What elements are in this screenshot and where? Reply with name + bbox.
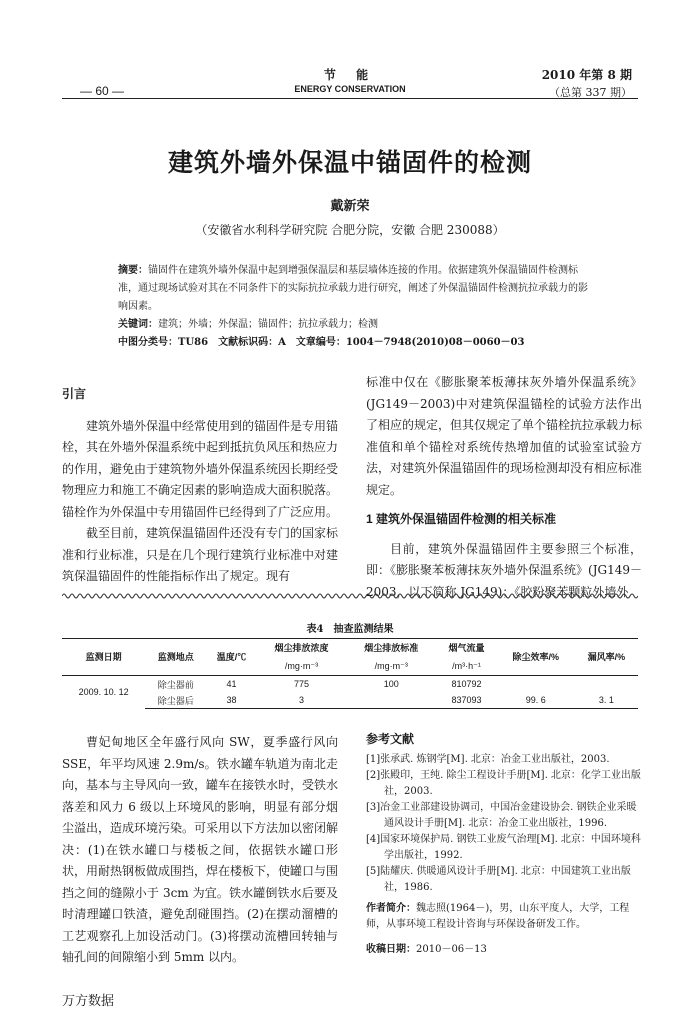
author-bio-text: 魏志照(1964－)，男，山东平度人，大学，工程师，从事环境工程设计咨询与环保设备研发工作。 [366,903,630,930]
right-paragraph-1: 标准中仅在《膨胀聚苯板薄抹灰外墙外保温系统》(JG149－2003)中对建筑保温锚栓的试验方法作出了相应的规定，但其仅规定了单个锚栓抗拉承载力标准值和单个锚栓对系统传热增加值的试验室试验方法，对建筑外保温锚固件的现场检测却没有相应标准规定。 [366,375,643,497]
abstract-paragraph [118,262,588,316]
bottom-left-column [62,732,338,969]
unit-flow: /m³·h⁻¹ [452,661,481,671]
section-1-heading: 1 建筑外保温锚固件检测的相关标准 [366,512,557,526]
references-block [366,732,644,958]
table-header-row [62,639,638,658]
journal-name-en: ENERGY CONSERVATION [294,84,406,94]
issue-label: 2010 年第 8 期 [541,68,632,82]
cell-location: 除尘器后 [145,692,206,709]
keywords-line [118,316,588,334]
monitoring-table [62,638,638,709]
left-column [62,384,338,588]
reference-item: [3]冶金工业部建设协调司，中国冶金建设协会. 钢铁企业采暖通风设计手册[M]. 北京：冶金工业出版社，1996. [366,802,637,829]
received-text: 2010－06－13 [416,944,487,955]
col-flow: 烟气流量 [436,639,497,658]
total-issue-label: （总第 337 期） [549,86,632,99]
cell-date: 2009. 10. 12 [62,676,145,709]
cell-temp: 38 [206,692,256,709]
article-title: 建筑外墙外保温中锚固件的检测 [167,148,532,177]
cell-eff [497,676,575,693]
table-row [62,692,638,709]
col-efficiency: 除尘效率/% [497,639,575,676]
reference-item: [2]张殿印，王纯. 除尘工程设计手册[M]. 北京：化学工业出版社，2003. [366,770,641,797]
unit-std: /mg·m⁻³ [374,661,408,671]
cell-eff: 99. 6 [497,692,575,709]
cell-flow: 837093 [436,692,497,709]
unit-conc: /mg·m⁻³ [284,661,319,671]
cell-location: 除尘器前 [145,676,206,693]
reference-item: [1]张承武. 炼钢学[M]. 北京：冶金工业出版社，2003. [366,753,610,765]
cell-leak: 3. 1 [575,692,638,709]
col-date: 监测日期 [62,639,145,676]
reference-item: [4]国家环境保护局. 钢铁工业废气治理[M]. 北京：中国环境科学出版社，1992. [366,834,641,861]
cell-std: 100 [346,676,436,693]
header-rule [62,98,638,99]
bottom-left-paragraph: 曹妃甸地区全年盛行风向 SW，夏季盛行风向 SSE，年平均风速 2.9m/s。铁水罐车轨道为南北走向，基本与主导风向一致，罐车在接铁水时，受铁水落差和风力 6 级以上环境风的影响，明显有部分烟尘溢出，造成环境污染。可采用以下方法加以密闭解决：(1)在铁水罐口与楼板之间，依据铁水罐口形状，用耐热钢板做成围挡，焊在楼板下，使罐口与围挡之间的缝隙小于 3cm 为宜。铁水罐倒铁水后要及时清理罐口铁渣，避免刮碰围挡。(2)在摆动溜槽的工艺观察孔上加设活动门。(3)将摆动流槽回转轴与轴孔间的间隙缩小到 5mm 以内。 [62,735,339,964]
right-paragraph-2: 目前，建筑外保温锚固件主要参照三个标准，即：《膨胀聚苯板薄抹灰外墙外保温系统》(JG149－2003，以下简称 JG149)；《胶粉聚苯颗粒外墙外 [366,541,642,599]
page-number: — 60 — [80,84,125,98]
col-leak: 漏风率/% [575,639,638,676]
right-column [366,372,642,603]
article-author: 戴新荣 [330,199,370,214]
intro-heading: 引言 [62,387,87,401]
keywords-label: 关键词： [118,319,158,330]
intro-paragraph-1: 建筑外墙外保温中经常使用到的锚固件是专用锚栓，其在外墙外保温系统中起到抵抗负风压和热应力的作用，避免由于建筑物外墙外保温系统因长期经受物理应力和施工不确定因素的影响造成大面积脱落。锚栓作为外保温中专用锚固件已经得到了广泛应用。 [62,418,339,519]
references-heading: 参考文献 [366,732,415,746]
col-temp: 温度/℃ [206,639,256,676]
cell-conc: 3 [257,692,347,709]
col-location: 监测地点 [145,639,206,676]
author-bio-label: 作者简介： [366,903,416,914]
abstract-block [118,262,588,352]
col-dust-std: 烟尘排放标准 [346,639,436,658]
journal-name: 节 能 [323,68,377,82]
cell-leak [575,676,638,693]
received-label: 收稿日期： [366,944,416,955]
abstract-text: 锚固件在建筑外墙外保温中起到增强保温层和基层墙体连接的作用。依据建筑外保温锚固件检测标准，通过现场试验对其在不同条件下的实际抗拉承载力进行研究，阐述了外保温锚固件检测抗拉承载力的影响因素。 [118,265,588,312]
reference-item: [5]陆耀庆. 供暖通风设计手册[M]. 北京：中国建筑工业出版社，1986. [366,866,631,893]
watermark-text: 万方数据 [62,993,115,1008]
cell-std [346,692,436,709]
author-bio [366,901,644,932]
running-header [0,62,700,102]
abstract-label: 摘要： [118,265,148,276]
wavy-separator [62,592,638,600]
cell-temp: 41 [206,676,256,693]
author-affiliation: （安徽省水利科学研究院 合肥分院，安徽 合肥 230088） [195,223,505,237]
received-date [366,942,644,958]
col-dust-conc: 烟尘排放浓度 [257,639,347,658]
cell-flow: 810792 [436,676,497,693]
intro-paragraph-2: 截至目前，建筑保温锚固件还没有专门的国家标准和行业标准，只是在几个现行建筑行业标准中对建筑保温锚固件的性能指标作出了规定。现有 [62,526,339,583]
table-caption: 表4 抽查监测结果 [306,624,394,635]
keywords-text: 建筑；外墙；外保温；锚固件；抗拉承载力；检测 [158,319,378,330]
table-row [62,676,638,693]
cell-conc: 775 [257,676,347,693]
classification-line: 中图分类号：TU86 文献标识码：A 文章编号：1004－7948(2010)08－0060－03 [118,337,525,348]
